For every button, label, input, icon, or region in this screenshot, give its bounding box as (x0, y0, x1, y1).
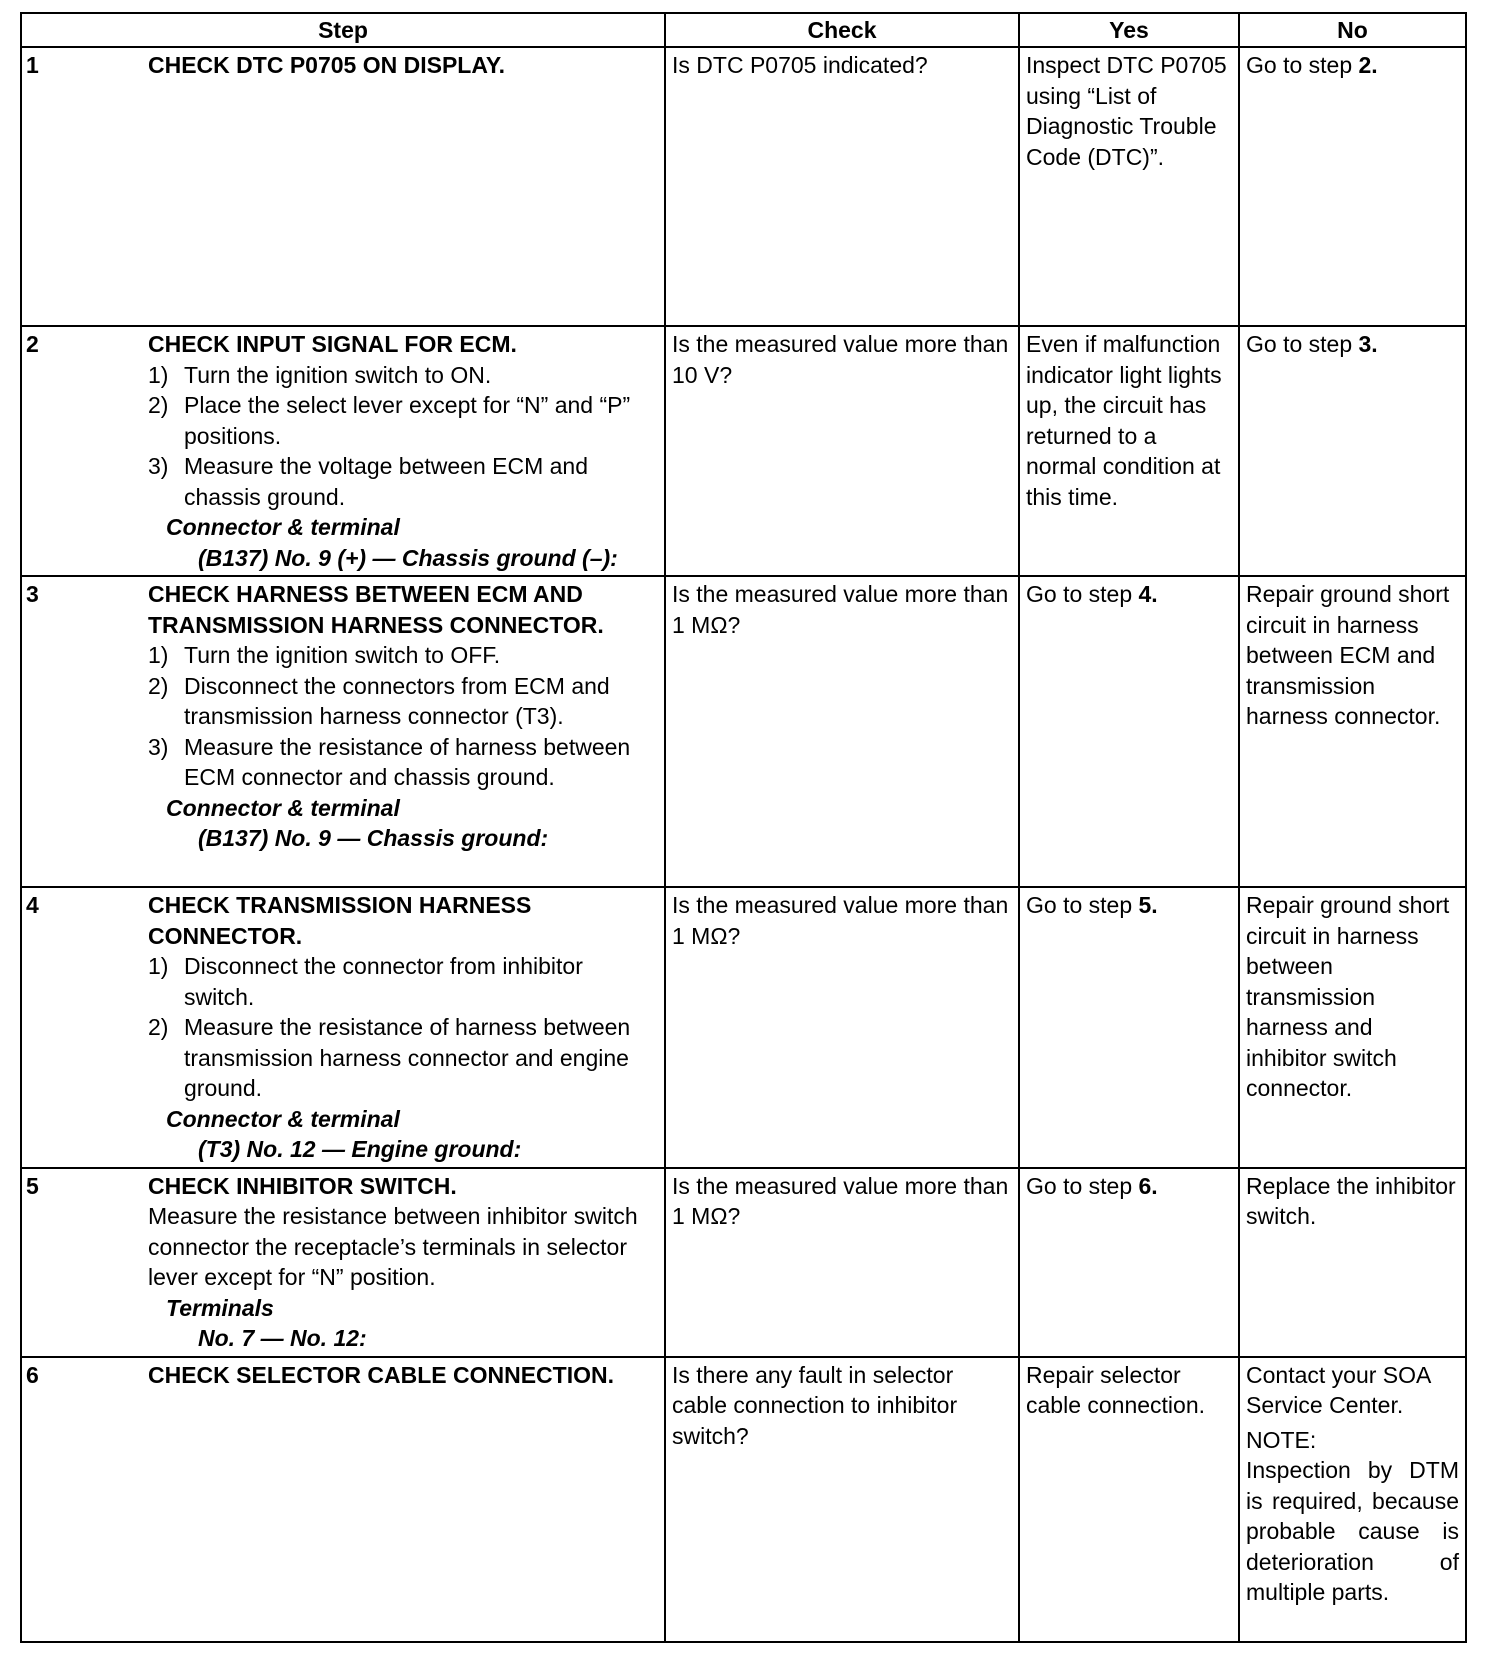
step-title: CHECK DTC P0705 ON DISPLAY. (148, 52, 506, 78)
step-number: 4 (26, 892, 39, 918)
table-row (21, 326, 1466, 576)
terminals-label: Terminals (166, 1294, 274, 1321)
sub-step (148, 451, 658, 512)
step-number: 6 (26, 1361, 39, 1388)
step-title: CHECK INHIBITOR SWITCH. (148, 1172, 457, 1199)
step-title: CHECK HARNESS BETWEEN ECM AND TRANSMISSION HARNESS CONNECTOR. (148, 581, 604, 638)
no-text: Go to step (1246, 52, 1359, 78)
terminals-value: No. 7 — No. 12: (198, 1325, 367, 1351)
step-cell (21, 576, 665, 887)
step-number: 2 (26, 331, 39, 357)
yes-text: Go to step (1026, 581, 1139, 607)
yes-text: Go to step (1026, 892, 1139, 918)
sub-step-number: 3) (148, 733, 169, 760)
connector-value: (T3) No. 12 — Engine ground: (198, 1136, 522, 1162)
sub-step-number: 1) (148, 953, 169, 979)
step-cell (21, 47, 665, 326)
sub-step-number: 2) (148, 392, 169, 418)
no-cell (1239, 47, 1466, 326)
sub-step (148, 360, 658, 391)
no-cell: Repair ground short circuit in harness between ECM and transmission harness connector. (1239, 576, 1466, 887)
table-row (21, 887, 1466, 1168)
check-cell: Is the measured value more than 1 MΩ? (665, 887, 1019, 1168)
table-row (21, 47, 1466, 326)
header-no: No (1239, 13, 1466, 47)
header-check: Check (665, 13, 1019, 47)
sub-step (148, 951, 658, 1012)
header-step: Step (21, 13, 665, 47)
no-text: Contact your SOA Service Center. (1246, 1361, 1431, 1418)
check-cell: Is the measured value more than 1 MΩ? (665, 1168, 1019, 1357)
step-cell (21, 326, 665, 576)
sub-step-number: 1) (148, 361, 169, 388)
connector-label: Connector & terminal (166, 1105, 400, 1132)
no-cell: Replace the inhibitor switch. (1239, 1168, 1466, 1357)
check-cell: Is there any fault in selector cable connection to inhibitor switch? (665, 1357, 1019, 1642)
step-number: 5 (26, 1172, 39, 1199)
step-cell (21, 1357, 665, 1642)
yes-cell (1019, 1168, 1239, 1357)
step-cell (21, 1168, 665, 1357)
header-row (21, 13, 1466, 47)
no-cell (1239, 1357, 1466, 1642)
yes-cell (1019, 576, 1239, 887)
sub-step-text: Measure the resistance of harness between transmission harness connector and engine ground. (184, 1014, 631, 1101)
no-text: Go to step (1246, 331, 1359, 357)
sub-step-text: Disconnect the connector from inhibitor switch. (184, 953, 583, 1010)
connector-label: Connector & terminal (166, 794, 400, 821)
check-cell: Is DTC P0705 indicated? (665, 47, 1019, 326)
yes-cell (1019, 887, 1239, 1168)
note-label: NOTE: (1246, 1426, 1317, 1453)
yes-cell: Even if malfunction indicator light lights up, the circuit has returned to a normal condition at this time. (1019, 326, 1239, 576)
sub-step (148, 1012, 658, 1104)
sub-step (148, 732, 658, 793)
no-cell (1239, 326, 1466, 576)
sub-step (148, 671, 658, 732)
step-reference: 3. (1358, 331, 1378, 357)
step-title: CHECK SELECTOR CABLE CONNECTION. (148, 1361, 614, 1388)
sub-step-text: Turn the ignition switch to ON. (184, 361, 492, 388)
sub-step-number: 2) (148, 1014, 169, 1040)
table-row (21, 1357, 1466, 1642)
connector-label: Connector & terminal (166, 514, 400, 540)
step-number: 1 (26, 52, 39, 78)
table-row (21, 1168, 1466, 1357)
sub-step-number: 1) (148, 642, 169, 668)
sub-step-number: 3) (148, 453, 169, 479)
sub-step (148, 390, 658, 451)
step-reference: 4. (1138, 581, 1158, 607)
diagnostic-table (20, 12, 1467, 1643)
step-reference: 6. (1138, 1172, 1158, 1199)
connector-value: (B137) No. 9 — Chassis ground: (198, 825, 549, 851)
table-row (21, 576, 1466, 887)
connector-value: (B137) No. 9 (+) — Chassis ground (–): (198, 544, 618, 571)
step-number: 3 (26, 581, 39, 607)
no-cell: Repair ground short circuit in harness between transmission harness and inhibitor switch connector. (1239, 887, 1466, 1168)
header-yes: Yes (1019, 13, 1239, 47)
yes-text: Go to step (1026, 1172, 1139, 1199)
step-title: CHECK INPUT SIGNAL FOR ECM. (148, 331, 517, 357)
sub-step-text: Turn the ignition switch to OFF. (184, 642, 501, 668)
step-reference: 5. (1138, 892, 1158, 918)
yes-cell: Repair selector cable connection. (1019, 1357, 1239, 1642)
sub-step-text: Measure the voltage between ECM and chassis ground. (184, 453, 589, 510)
sub-step-text: Disconnect the connectors from ECM and transmission harness connector (T3). (184, 672, 610, 729)
note-text: Inspection by DTM is required, because probable cause is deterioration of multiple parts. (1246, 1457, 1459, 1605)
yes-cell: Inspect DTC P0705 using “List of Diagnostic Trouble Code (DTC)”. (1019, 47, 1239, 326)
sub-step (148, 640, 658, 671)
check-cell: Is the measured value more than 10 V? (665, 326, 1019, 576)
step-title: CHECK TRANSMISSION HARNESS CONNECTOR. (148, 892, 532, 949)
step-instruction: Measure the resistance between inhibitor switch connector the receptacle’s terminals in selector lever except for “N” position. (148, 1203, 638, 1290)
step-cell (21, 887, 665, 1168)
step-reference: 2. (1358, 52, 1378, 78)
sub-step-text: Measure the resistance of harness between ECM connector and chassis ground. (184, 733, 631, 790)
sub-step-number: 2) (148, 672, 169, 699)
check-cell: Is the measured value more than 1 MΩ? (665, 576, 1019, 887)
sub-step-text: Place the select lever except for “N” and “P” positions. (184, 392, 631, 449)
